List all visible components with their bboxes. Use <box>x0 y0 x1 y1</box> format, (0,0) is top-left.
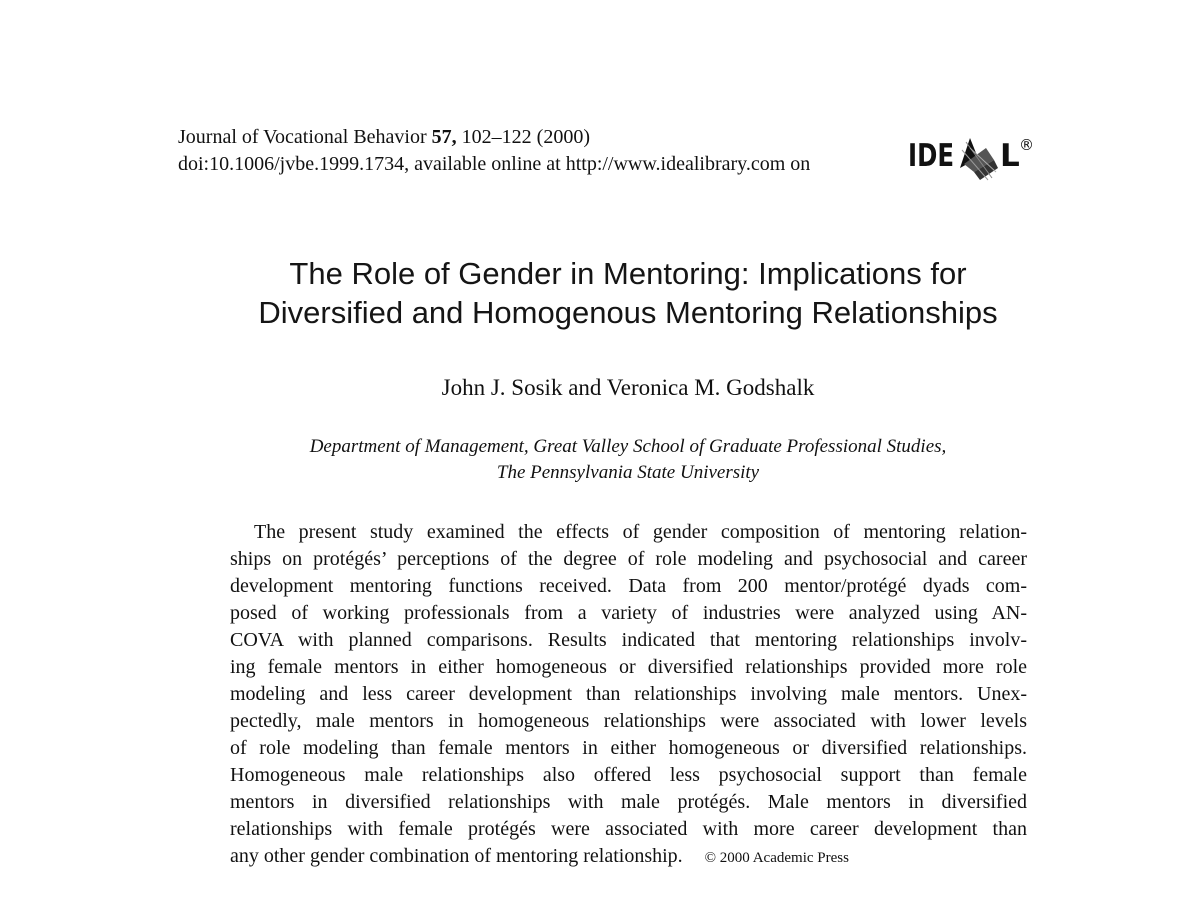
abstract-line: modeling and less career development than relationships involving male mentors. Unex- <box>230 683 1027 705</box>
authors: John J. Sosik and Veronica M. Godshalk <box>441 375 815 400</box>
abstract-line: The present study examined the effects of gender composition of mentoring relation- <box>254 521 1027 543</box>
abstract-line: ships on protégés’ perceptions of the degree of role modeling and psychosocial and career <box>230 548 1027 570</box>
affiliation-line: Department of Management, Great Valley School of Graduate Professional Studies, <box>309 436 947 457</box>
abstract-line: ing female mentors in either homogeneous or diversified relationships provided more role <box>230 656 1027 678</box>
affiliation-line: The Pennsylvania State University <box>496 462 760 483</box>
ideal-a-arrow-icon <box>960 138 998 180</box>
journal-volume: 57, <box>431 126 457 148</box>
title-line: Diversified and Homogenous Mentoring Relationships <box>258 295 998 330</box>
abstract-last-line <box>230 843 1027 872</box>
affiliation <box>200 434 1056 486</box>
copyright-notice: © 2000 Academic Press <box>704 850 849 866</box>
journal-name: Journal of Vocational Behavior <box>178 126 427 148</box>
abstract-line: any other gender combination of mentoring relationship. <box>230 845 683 867</box>
paper-title <box>200 254 1056 332</box>
abstract-line: Homogeneous male relationships also offered less psychosocial support than female <box>230 764 1027 786</box>
journal-header <box>178 124 810 178</box>
svg-text:L: L <box>1000 138 1020 174</box>
title-line: The Role of Gender in Mentoring: Implications for <box>289 256 967 291</box>
journal-pages-year: 102–122 (2000) <box>461 126 590 148</box>
abstract-line: COVA with planned comparisons. Results indicated that mentoring relationships involv- <box>230 629 1027 651</box>
ideal-logo <box>908 128 1038 184</box>
abstract-line: relationships with female protégés were associated with more career development than <box>230 818 1027 840</box>
abstract-line: of role modeling than female mentors in either homogeneous or diversified relationships. <box>230 737 1027 759</box>
abstract-line: development mentoring functions received. Data from 200 mentor/protégé dyads com- <box>230 575 1027 597</box>
svg-text:IDE: IDE <box>908 138 954 174</box>
svg-text:®: ® <box>1019 136 1034 154</box>
doi-line: doi:10.1006/jvbe.1999.1734, available online at http://www.idealibrary.com on <box>178 153 811 175</box>
abstract <box>230 519 1027 872</box>
abstract-line: mentors in diversified relationships with male protégés. Male mentors in diversified <box>230 791 1027 813</box>
citation-line <box>178 124 810 151</box>
abstract-line: posed of working professionals from a variety of industries were analyzed using AN- <box>230 602 1027 624</box>
abstract-line: pectedly, male mentors in homogeneous relationships were associated with lower levels <box>230 710 1027 732</box>
